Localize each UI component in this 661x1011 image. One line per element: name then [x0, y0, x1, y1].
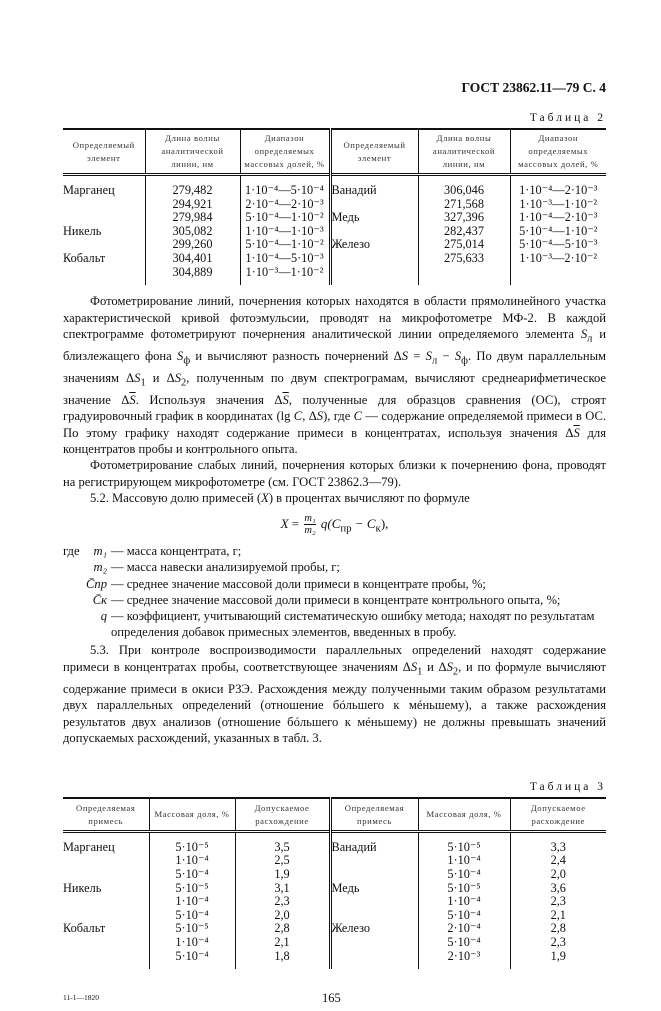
text-segment: , и по формуле вычисляют содержание примеси в окиси РЗЭ. Расхождения между полученными таким образом результатами двух параллельных определений (отношение бóльшего к мéньшему), а также расхождения результатов двух анализов (отношение бóльшего к мéньшему) не должны превышать значений допускаемых расхождений, указанных в табл. 3. — [63, 659, 606, 745]
column-header: Диапазон определяемых массовых долей, % — [510, 129, 606, 175]
math-subscript: л — [431, 355, 438, 367]
table-cell: Ванадий — [330, 175, 418, 198]
table-cell: 5·10⁻⁴ — [418, 936, 510, 950]
table-cell — [330, 895, 418, 909]
table-cell: 2,3 — [235, 895, 330, 909]
legend-item — [63, 576, 606, 592]
table-cell: Никель — [63, 223, 102, 238]
paragraph-5-3 — [63, 642, 606, 746]
math-subscript: 2 — [180, 377, 187, 389]
text-segment: для концентратов пробы и контрольного опыта. — [63, 425, 606, 456]
formula-lhs: X — [280, 515, 289, 531]
legend-lead: где — [63, 544, 80, 559]
math-subscript: ф — [183, 355, 191, 367]
math-mean-symbol: $\overline{S}$ — [282, 392, 289, 407]
table-cell: Кобальт — [63, 250, 106, 265]
document-header: ГОСТ 23862.11—79 С. 4 — [461, 80, 606, 95]
table2-header — [63, 129, 606, 175]
table-cell: 2,0 — [235, 909, 330, 923]
legend-desc: — масса навески анализируемой пробы, г; — [111, 560, 340, 575]
table-row — [63, 175, 606, 198]
table-cell — [63, 854, 149, 868]
table-cell: 275,014 — [418, 238, 510, 252]
table-cell — [63, 198, 145, 212]
paragraph-photometry — [63, 293, 606, 457]
math-symbol: S — [446, 659, 453, 674]
math-symbol: S — [134, 370, 141, 385]
table2-label: Таблица 2 — [529, 112, 606, 124]
table-cell — [63, 909, 149, 923]
table-cell: 1·10⁻⁴—5·10⁻⁴ — [240, 175, 330, 198]
table-cell: 2·10⁻³ — [418, 950, 510, 970]
column-header: Длина волны аналитической линии, нм — [418, 129, 510, 175]
legend-desc: — среднее значение массовой доли примеси в концентрате пробы, %; — [111, 576, 486, 591]
text-segment: . Используя значения Δ — [135, 392, 283, 407]
table-cell — [330, 868, 418, 882]
text-segment: Фотометрирование слабых линий, почернения которых близки к почернению фона, проводят на регистрирующем микрофотометре (см. ГОСТ 23862.3—79). — [63, 458, 606, 489]
math-subscript: 1 — [417, 666, 423, 678]
table-cell: 1·10⁻⁴ — [418, 895, 510, 909]
legend-symbol: C̄к — [92, 592, 107, 607]
table-row — [63, 909, 606, 923]
table-cell: 1·10⁻⁴—1·10⁻³ — [240, 225, 330, 239]
table-2 — [63, 128, 606, 285]
table-cell: 1·10⁻³—1·10⁻² — [240, 266, 330, 286]
formula-sub-pr: пр — [340, 522, 352, 535]
table-cell — [330, 252, 418, 266]
math-mean-symbol: $\overline{S}$ — [129, 392, 136, 407]
table3-header — [63, 798, 606, 831]
table-cell — [63, 211, 145, 225]
table-row — [63, 266, 606, 286]
table-cell: 2,1 — [235, 936, 330, 950]
column-header: Допускаемое расхождение — [510, 798, 606, 831]
legend-item — [63, 559, 606, 575]
text-segment: , Δ — [302, 409, 317, 424]
table-cell: 5·10⁻⁵ — [149, 922, 235, 936]
table-cell — [418, 266, 510, 286]
formula: X = $\frac{\text{m₁}}{\text{m₂}}$ $q(C_{пр} - C_к)$, — [280, 513, 389, 537]
table-cell: Медь — [330, 211, 418, 225]
math-symbol: S — [174, 370, 181, 385]
table-cell: 279,984 — [145, 211, 240, 225]
text-segment: 5.3. При контроле воспроизводимости параллельных определений находят содержание примеси в концентратах пробы, соответствующее значениям Δ — [63, 643, 606, 674]
text-segment: , полученным по двум спектрограмам, вычисляют среднеарифметическое значение Δ — [63, 370, 606, 407]
table-cell: Кобальт — [63, 921, 106, 936]
table-cell: 5·10⁻⁴—1·10⁻² — [240, 238, 330, 252]
table-row — [63, 882, 606, 896]
math-subscript: 1 — [140, 377, 146, 389]
legend-symbol: m₂ — [93, 560, 107, 575]
math-mean-symbol: $\overline{S}$ — [573, 425, 580, 440]
legend-symbol: m₁ — [93, 544, 107, 559]
table-cell: 305,082 — [145, 225, 240, 239]
table-cell: 304,401 — [145, 252, 240, 266]
table-cell — [330, 950, 418, 970]
table-cell: 327,396 — [418, 211, 510, 225]
table-cell: 5·10⁻⁵ — [149, 831, 235, 854]
table-cell: Марганец — [63, 839, 115, 854]
legend-desc: — среднее значение массовой доли примеси в концентрате контрольного опыта, %; — [111, 592, 561, 607]
table-cell: 1·10⁻⁴ — [418, 854, 510, 868]
table-cell — [63, 266, 145, 286]
formula-numerator: m₁ — [304, 513, 316, 525]
table-row — [63, 225, 606, 239]
math-subscript: л — [587, 333, 593, 345]
table-cell: 2,8 — [510, 922, 606, 936]
table-cell: 299,260 — [145, 238, 240, 252]
math-symbol: S — [410, 659, 418, 674]
table-cell — [330, 854, 418, 868]
formula-mid: − C — [351, 515, 376, 531]
math-subscript: ф — [461, 355, 468, 367]
math-symbol: S — [316, 409, 324, 424]
table-cell: 5·10⁻⁴ — [418, 909, 510, 923]
table-cell: 279,482 — [145, 175, 240, 198]
legend-desc: — коэффициент, учитывающий систематическую ошибку метода; находят по результатам определения добавок примесных элементов, введенных в пробу. — [111, 608, 595, 640]
math-subscript: 2 — [452, 666, 459, 678]
table-cell: 282,437 — [418, 225, 510, 239]
table-row — [63, 895, 606, 909]
table-row — [63, 936, 606, 950]
text-segment: и близлежащего фона — [63, 326, 607, 363]
table-cell: 5·10⁻⁵ — [418, 882, 510, 896]
table-row — [63, 238, 606, 252]
table-cell: 2,0 — [510, 868, 606, 882]
page-number: 165 — [322, 991, 341, 1006]
table-cell: Ванадий — [330, 831, 418, 854]
table-3 — [63, 797, 606, 969]
text-segment: , полученные для образцов сравнения (ОС), строят градуировочный график в координатах (lg — [63, 392, 606, 424]
table-cell: 306,046 — [418, 175, 510, 198]
table-cell: 2,1 — [510, 909, 606, 923]
legend-symbol: C̄пр — [86, 576, 107, 591]
table-cell: 1·10⁻⁴ — [149, 936, 235, 950]
table2-body — [63, 175, 606, 286]
text-segment: и вычисляют разность почернений Δ — [190, 348, 402, 363]
paragraph-weak-lines — [63, 457, 606, 490]
table-cell — [330, 266, 418, 286]
table-cell: Железо — [330, 922, 418, 936]
table-cell: 5·10⁻⁴ — [149, 909, 235, 923]
table-cell: 1·10⁻⁴—5·10⁻³ — [240, 252, 330, 266]
table-cell: 2,8 — [235, 922, 330, 936]
column-header: Массовая доля, % — [149, 798, 235, 831]
table-cell: 2,4 — [510, 854, 606, 868]
table-cell: 1,9 — [510, 950, 606, 970]
text-segment: ) в процентах вычисляют по формуле — [268, 491, 470, 506]
column-header: Определяемая примесь — [330, 798, 418, 831]
table-cell: Железо — [330, 238, 418, 252]
column-header: Определяемая примесь — [76, 802, 136, 826]
legend-symbol: q — [100, 608, 107, 623]
text-segment: — содержание определяемой примеси в ОС. По этому графику находят содержание примеси в концентратах, используя значения Δ — [63, 409, 607, 440]
legend-item — [63, 592, 606, 608]
table-cell: 3,3 — [510, 831, 606, 854]
text-segment: − — [437, 348, 455, 363]
column-header: Диапазон определяемых массовых долей, % — [240, 129, 330, 175]
formula-sub-k: к — [375, 522, 381, 535]
legend-item — [63, 543, 606, 559]
page-content — [63, 80, 606, 1011]
table-cell: 1·10⁻³—1·10⁻² — [510, 198, 606, 212]
table-cell — [63, 936, 149, 950]
text-segment: Фотометрирование линий, почернения которых находятся в области прямолинейного участка характеристической кривой фотоэмульсии, проводят на микрофотометре МФ-2. В каждой спектрограмме фотометрируют почернения аналитической линии определяемого элемента — [63, 294, 606, 341]
table-cell: 271,568 — [418, 198, 510, 212]
footer-code: 11-1—1820 — [63, 993, 99, 1003]
table-cell: 5·10⁻⁵ — [149, 882, 235, 896]
table-cell: 2·10⁻⁴ — [418, 922, 510, 936]
table-cell: Медь — [330, 882, 418, 896]
table-cell: 1·10⁻⁴ — [149, 895, 235, 909]
table-cell — [63, 950, 149, 970]
text-segment: . По двум параллельным значениям Δ — [63, 348, 606, 385]
table-row — [63, 198, 606, 212]
column-header: Определяемый элемент — [72, 139, 135, 163]
table-row — [63, 252, 606, 266]
formula-legend — [63, 543, 606, 640]
math-symbol: X — [261, 491, 269, 506]
table-cell: 2,3 — [510, 936, 606, 950]
table-cell: 275,633 — [418, 252, 510, 266]
table-row — [63, 950, 606, 970]
column-header: Массовая доля, % — [418, 798, 510, 831]
table-cell: 5·10⁻⁴—1·10⁻² — [240, 211, 330, 225]
table-cell: 1·10⁻³—2·10⁻² — [510, 252, 606, 266]
table3-label: Таблица 3 — [529, 781, 606, 794]
table-row — [63, 922, 606, 936]
formula-rhs: q(C — [320, 515, 341, 531]
table-cell: 2·10⁻⁴—2·10⁻³ — [240, 198, 330, 212]
table-cell — [330, 225, 418, 239]
table-cell: 5·10⁻⁴—5·10⁻³ — [510, 238, 606, 252]
table-cell: 1·10⁻⁴—2·10⁻³ — [510, 211, 606, 225]
column-header: Допускаемое расхождение — [235, 798, 330, 831]
table-cell — [330, 198, 418, 212]
table-cell: 1·10⁻⁴ — [149, 854, 235, 868]
table-cell: 5·10⁻⁴ — [418, 868, 510, 882]
table-cell: 3,5 — [235, 831, 330, 854]
table-row — [63, 854, 606, 868]
table-cell — [63, 895, 149, 909]
table-cell: 304,889 — [145, 266, 240, 286]
text-segment: 5.2. Массовую долю примесей ( — [90, 491, 262, 506]
formula-end: ), — [380, 515, 389, 531]
text-segment: ), где — [323, 409, 354, 424]
table-cell: 2,5 — [235, 854, 330, 868]
table-cell: 5·10⁻⁴ — [149, 868, 235, 882]
table-cell: 1·10⁻⁴—2·10⁻³ — [510, 175, 606, 198]
math-symbol: C — [353, 409, 363, 424]
table-cell: 3,1 — [235, 882, 330, 896]
paragraph-5-2 — [63, 490, 606, 506]
table-row — [63, 211, 606, 225]
table-cell: 1,9 — [235, 868, 330, 882]
table-cell — [63, 238, 145, 252]
table-cell: 5·10⁻⁴—1·10⁻² — [510, 225, 606, 239]
page-footer — [63, 991, 606, 1011]
table-row — [63, 868, 606, 882]
column-header: Длина волны аналитической линии, нм — [145, 129, 240, 175]
math-symbol: S — [177, 348, 184, 363]
table-cell — [510, 266, 606, 286]
formula-fraction — [304, 513, 315, 536]
math-symbol: S — [401, 348, 409, 363]
table-cell: Никель — [63, 880, 102, 895]
table-cell: 5·10⁻⁵ — [418, 831, 510, 854]
math-symbol: S — [580, 326, 588, 341]
table-row — [63, 831, 606, 854]
math-symbol: S — [454, 348, 462, 363]
column-header: Определяемый элемент — [330, 129, 418, 175]
formula-denominator: m₂ — [304, 525, 316, 537]
table-cell — [63, 868, 149, 882]
legend-item — [63, 608, 606, 640]
text-segment: и Δ — [145, 370, 175, 385]
table3-body — [63, 831, 606, 969]
math-symbol: S — [425, 348, 432, 363]
text-segment: = — [408, 348, 426, 363]
math-symbol: C — [293, 409, 303, 424]
table-cell — [330, 909, 418, 923]
table-cell: Марганец — [63, 183, 115, 197]
table-cell: 1,8 — [235, 950, 330, 970]
table-cell: 5·10⁻⁴ — [149, 950, 235, 970]
table-cell — [330, 936, 418, 950]
table-cell: 294,921 — [145, 198, 240, 212]
text-segment: и Δ — [422, 659, 447, 674]
table-cell: 2,3 — [510, 895, 606, 909]
legend-desc: — масса концентрата, г; — [111, 544, 242, 559]
table-cell: 3,6 — [510, 882, 606, 896]
